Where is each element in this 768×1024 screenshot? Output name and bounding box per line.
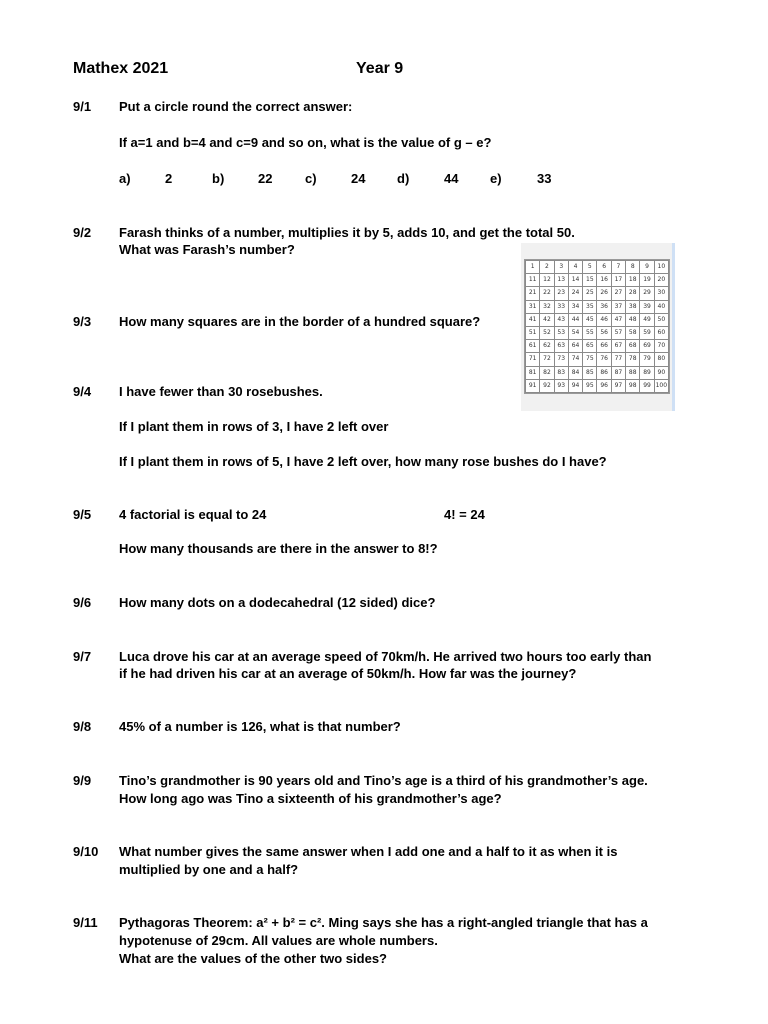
question-text: Pythagoras Theorem: a² + b² = c². Ming says she has a right-angled triangle that has a: [119, 915, 648, 930]
option-value: 2: [165, 171, 173, 186]
question-number: 9/7: [73, 649, 92, 664]
question-number: 9/6: [73, 595, 92, 610]
hundred-square-cell: 61: [526, 340, 540, 353]
question-text: if he had driven his car at an average of 50km/h. How far was the journey?: [119, 666, 577, 681]
hundred-square-cell: 31: [526, 300, 540, 313]
image-edge: [672, 243, 675, 411]
hundred-square-cell: 38: [626, 300, 640, 313]
hundred-square-cell: 98: [626, 379, 640, 392]
hundred-square-cell: 54: [568, 326, 582, 339]
question-number: 9/1: [73, 99, 92, 114]
question-text: How many dots on a dodecahedral (12 sided) dice?: [119, 595, 436, 610]
hundred-square-cell: 55: [583, 326, 597, 339]
hundred-square-cell: 60: [654, 326, 668, 339]
hundred-square-cell: 25: [583, 287, 597, 300]
hundred-square-cell: 32: [540, 300, 554, 313]
question-number: 9/8: [73, 719, 92, 734]
hundred-square-cell: 99: [640, 379, 654, 392]
hundred-square-cell: 40: [654, 300, 668, 313]
option-label: b): [212, 171, 225, 186]
hundred-square-cell: 87: [611, 366, 625, 379]
question-text: What number gives the same answer when I add one and a half to it as when it is: [119, 844, 618, 859]
hundred-square-cell: 77: [611, 353, 625, 366]
question-text: I have fewer than 30 rosebushes.: [119, 384, 323, 399]
hundred-square-cell: 2: [540, 261, 554, 274]
hundred-square-cell: 12: [540, 274, 554, 287]
hundred-square-cell: 4: [568, 261, 582, 274]
hundred-square-cell: 1: [526, 261, 540, 274]
question-number: 9/10: [73, 844, 99, 859]
hundred-square-cell: 67: [611, 340, 625, 353]
hundred-square-cell: 49: [640, 313, 654, 326]
question-number: 9/5: [73, 507, 92, 522]
hundred-square-cell: 73: [554, 353, 568, 366]
hundred-square-cell: 97: [611, 379, 625, 392]
hundred-square-cell: 39: [640, 300, 654, 313]
hundred-square-cell: 19: [640, 274, 654, 287]
hundred-square-cell: 50: [654, 313, 668, 326]
hundred-square-cell: 79: [640, 353, 654, 366]
hundred-square-cell: 71: [526, 353, 540, 366]
hundred-square-cell: 83: [554, 366, 568, 379]
option-value: 22: [258, 171, 273, 186]
question-number: 9/4: [73, 384, 92, 399]
hundred-square-cell: 23: [554, 287, 568, 300]
hundred-square-cell: 100: [654, 379, 668, 392]
hundred-square-cell: 92: [540, 379, 554, 392]
hundred-square-cell: 16: [597, 274, 611, 287]
hundred-square-cell: 7: [611, 261, 625, 274]
hundred-square-cell: 64: [568, 340, 582, 353]
hundred-square-cell: 89: [640, 366, 654, 379]
question-text: How many thousands are there in the answer to 8!?: [119, 541, 438, 556]
hundred-square-cell: 51: [526, 326, 540, 339]
hundred-square-cell: 57: [611, 326, 625, 339]
hundred-square-cell: 74: [568, 353, 582, 366]
question-text: What was Farash’s number?: [119, 242, 295, 257]
hundred-square-cell: 81: [526, 366, 540, 379]
hundred-square-cell: 75: [583, 353, 597, 366]
hundred-square-cell: 20: [654, 274, 668, 287]
question-text: How many squares are in the border of a hundred square?: [119, 314, 481, 329]
question-number: 9/3: [73, 314, 92, 329]
hundred-square-cell: 21: [526, 287, 540, 300]
hundred-square-cell: 45: [583, 313, 597, 326]
hundred-square-cell: 46: [597, 313, 611, 326]
question-number: 9/2: [73, 225, 92, 240]
hundred-square-cell: 84: [568, 366, 582, 379]
hundred-square-cell: 76: [597, 353, 611, 366]
hundred-square-cell: 5: [583, 261, 597, 274]
option-label: c): [305, 171, 317, 186]
hundred-square-cell: 41: [526, 313, 540, 326]
hundred-square-cell: 34: [568, 300, 582, 313]
hundred-square-cell: 68: [626, 340, 640, 353]
option-label: e): [490, 171, 502, 186]
option-value: 24: [351, 171, 366, 186]
hundred-square-cell: 78: [626, 353, 640, 366]
hundred-square-cell: 24: [568, 287, 582, 300]
hundred-square-cell: 22: [540, 287, 554, 300]
hundred-square-cell: 30: [654, 287, 668, 300]
factorial-example: 4! = 24: [444, 507, 485, 522]
hundred-square-cell: 47: [611, 313, 625, 326]
hundred-square-image: [524, 259, 670, 394]
hundred-square-cell: 66: [597, 340, 611, 353]
hundred-square-cell: 52: [540, 326, 554, 339]
year-label: Year 9: [356, 60, 404, 77]
option-value: 33: [537, 171, 552, 186]
hundred-square-cell: 37: [611, 300, 625, 313]
hundred-square-grid: [525, 260, 669, 393]
hundred-square-cell: 17: [611, 274, 625, 287]
hundred-square-cell: 90: [654, 366, 668, 379]
hundred-square-cell: 62: [540, 340, 554, 353]
question-text: 45% of a number is 126, what is that number?: [119, 719, 401, 734]
question-number: 9/9: [73, 773, 92, 788]
hundred-square-cell: 88: [626, 366, 640, 379]
hundred-square-cell: 94: [568, 379, 582, 392]
hundred-square-cell: 72: [540, 353, 554, 366]
question-text: multiplied by one and a half?: [119, 862, 299, 877]
hundred-square-cell: 13: [554, 274, 568, 287]
question-text: Tino’s grandmother is 90 years old and Tino’s age is a third of his grandmother’s age.: [119, 773, 648, 788]
hundred-square-cell: 96: [597, 379, 611, 392]
question-text: How long ago was Tino a sixteenth of his grandmother’s age?: [119, 791, 502, 806]
hundred-square-cell: 10: [654, 261, 668, 274]
hundred-square-cell: 33: [554, 300, 568, 313]
hundred-square-cell: 8: [626, 261, 640, 274]
hundred-square-cell: 9: [640, 261, 654, 274]
option-label: a): [119, 171, 131, 186]
hundred-square-cell: 85: [583, 366, 597, 379]
hundred-square-cell: 36: [597, 300, 611, 313]
question-text: If I plant them in rows of 5, I have 2 left over, how many rose bushes do I have?: [119, 454, 607, 469]
hundred-square-cell: 26: [597, 287, 611, 300]
hundred-square-cell: 42: [540, 313, 554, 326]
question-number: 9/11: [73, 915, 98, 930]
question-text: Farash thinks of a number, multiplies it by 5, adds 10, and get the total 50.: [119, 225, 575, 240]
hundred-square-cell: 56: [597, 326, 611, 339]
question-text: Luca drove his car at an average speed of 70km/h. He arrived two hours too early than: [119, 649, 652, 664]
hundred-square-cell: 53: [554, 326, 568, 339]
hundred-square-cell: 11: [526, 274, 540, 287]
question-text: If a=1 and b=4 and c=9 and so on, what is the value of g – e?: [119, 135, 492, 150]
hundred-square-cell: 58: [626, 326, 640, 339]
hundred-square-cell: 59: [640, 326, 654, 339]
page-title: Mathex 2021: [73, 60, 169, 77]
hundred-square-cell: 18: [626, 274, 640, 287]
hundred-square-cell: 15: [583, 274, 597, 287]
hundred-square-cell: 82: [540, 366, 554, 379]
hundred-square-cell: 91: [526, 379, 540, 392]
hundred-square-cell: 29: [640, 287, 654, 300]
hundred-square-cell: 86: [597, 366, 611, 379]
question-text: Put a circle round the correct answer:: [119, 99, 353, 114]
hundred-square-cell: 69: [640, 340, 654, 353]
hundred-square-cell: 80: [654, 353, 668, 366]
hundred-square-cell: 63: [554, 340, 568, 353]
question-text: 4 factorial is equal to 24: [119, 507, 267, 522]
option-label: d): [397, 171, 410, 186]
hundred-square-cell: 6: [597, 261, 611, 274]
hundred-square-cell: 14: [568, 274, 582, 287]
hundred-square-cell: 93: [554, 379, 568, 392]
hundred-square-cell: 43: [554, 313, 568, 326]
question-text: What are the values of the other two sides?: [119, 951, 387, 966]
hundred-square-cell: 48: [626, 313, 640, 326]
hundred-square-cell: 95: [583, 379, 597, 392]
hundred-square-cell: 3: [554, 261, 568, 274]
hundred-square-cell: 65: [583, 340, 597, 353]
question-text: If I plant them in rows of 3, I have 2 left over: [119, 419, 389, 434]
option-value: 44: [444, 171, 459, 186]
hundred-square-cell: 44: [568, 313, 582, 326]
hundred-square-cell: 27: [611, 287, 625, 300]
hundred-square-cell: 28: [626, 287, 640, 300]
hundred-square-cell: 35: [583, 300, 597, 313]
question-text: hypotenuse of 29cm. All values are whole numbers.: [119, 933, 438, 948]
hundred-square-cell: 70: [654, 340, 668, 353]
